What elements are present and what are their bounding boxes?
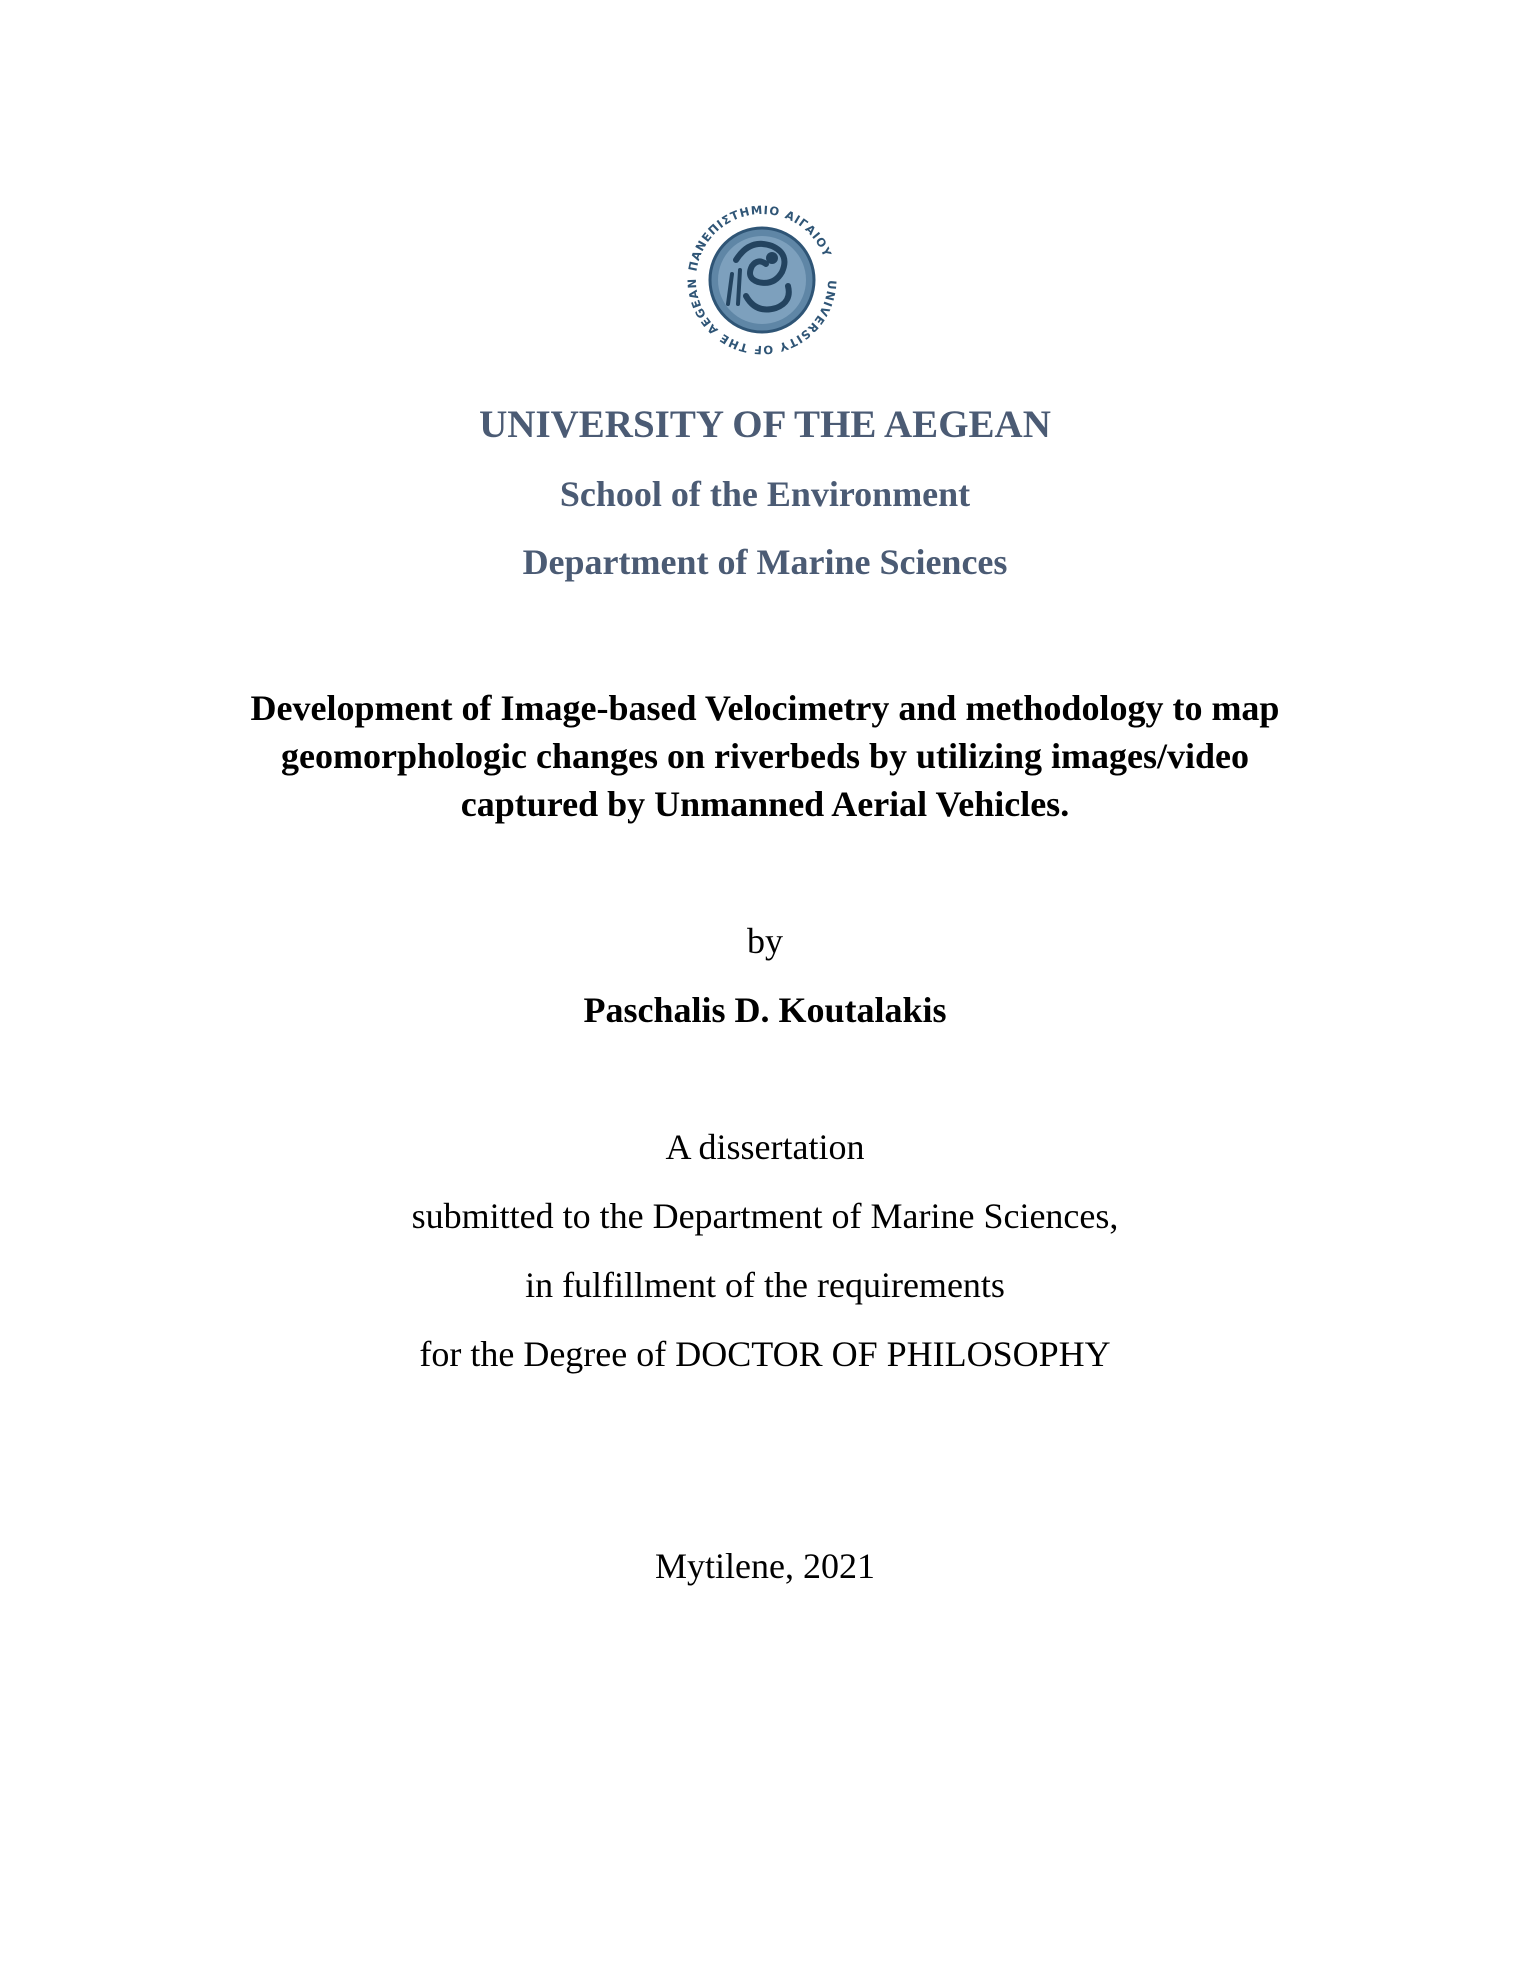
place-and-year: Mytilene, 2021	[655, 1546, 875, 1586]
university-seal-icon	[676, 200, 848, 360]
thesis-title-line: Development of Image-based Velocimetry and methodology to map	[250, 688, 1280, 728]
seal-text-english: UNIVERSITY OF THE AEGEAN	[684, 277, 840, 358]
dissertation-line: for the Degree of DOCTOR OF PHILOSOPHY	[419, 1334, 1111, 1374]
by-label: by	[747, 921, 783, 961]
seal-text: ΠΑΝΕΠΙΣΤΗΜΙΟ ΑΙΓΑΙΟΥ	[685, 202, 835, 273]
school-name: School of the Environment	[559, 474, 971, 514]
dissertation-line: in fulfillment of the requirements	[525, 1265, 1005, 1305]
author-name: Paschalis D. Koutalakis	[583, 990, 947, 1030]
department-name: Department of Marine Sciences	[522, 542, 1008, 582]
thesis-title-line: geomorphologic changes on riverbeds by utilizing images/video	[281, 736, 1249, 776]
dissertation-line: submitted to the Department of Marine Sciences,	[411, 1196, 1119, 1236]
thesis-title	[0, 684, 1530, 828]
university-name: UNIVERSITY OF THE AEGEAN	[479, 403, 1051, 446]
thesis-title-line: captured by Unmanned Aerial Vehicles.	[460, 784, 1070, 824]
dissertation-line: A dissertation	[665, 1127, 865, 1167]
